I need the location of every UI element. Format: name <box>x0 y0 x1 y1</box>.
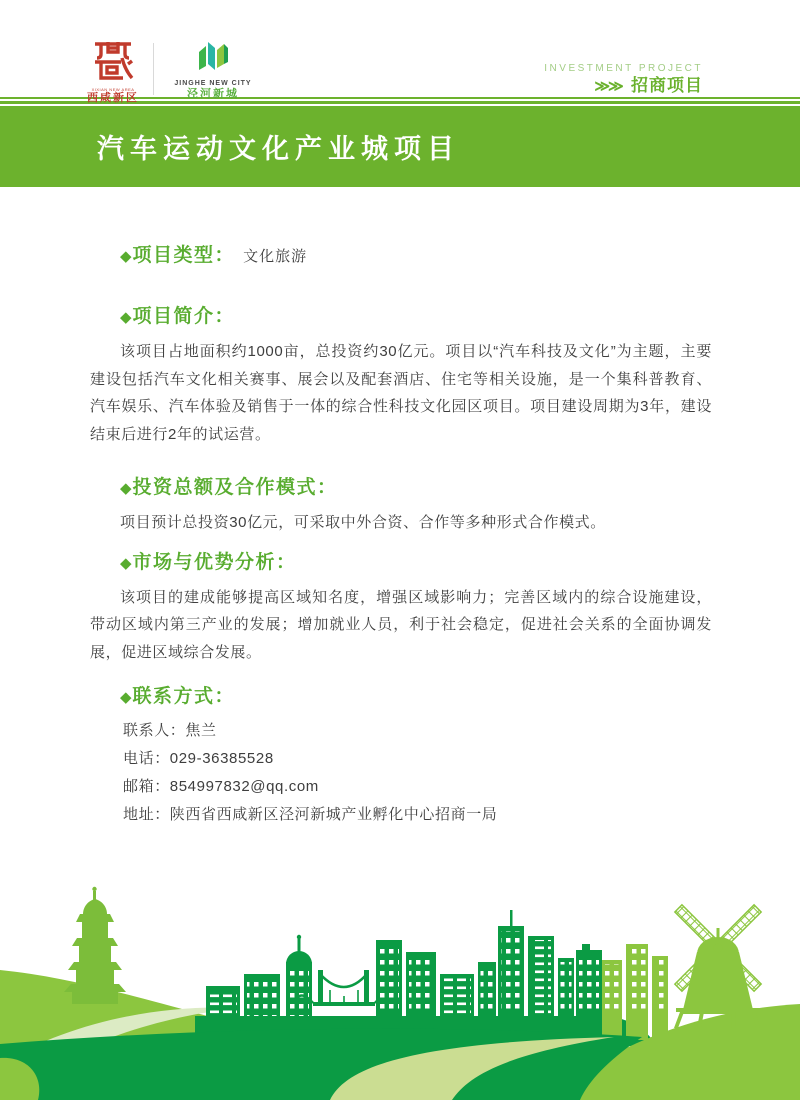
page-header <box>0 0 800 104</box>
investment-paragraph: 项目预计总投资30亿元，可采取中外合资、合作等多种形式合作模式。 <box>120 514 606 531</box>
contact-block <box>123 717 712 829</box>
pagoda-silhouette <box>64 887 126 1004</box>
section-contact <box>90 685 712 829</box>
section-project-intro <box>90 305 712 448</box>
jinghe-logo <box>167 40 259 101</box>
logo-group <box>86 40 259 105</box>
double-chevron-icon: ≫≫ <box>594 79 622 95</box>
title-banner <box>0 106 800 187</box>
windmill-silhouette <box>674 905 761 1028</box>
project-type-value: 文化旅游 <box>243 248 308 265</box>
tagline-en: INVESTMENT PROJECT <box>544 63 703 74</box>
section-title: 项目类型： <box>132 245 236 266</box>
contact-phone-line: 电话：029-36385528 <box>123 750 274 767</box>
diamond-bullet-icon: ◆ <box>120 554 132 572</box>
jinghe-buildings-icon <box>193 40 233 72</box>
footer-skyline-graphic <box>0 835 800 1100</box>
diamond-bullet-icon: ◆ <box>120 248 132 265</box>
logo-divider <box>153 43 154 95</box>
section-title: 联系方式： <box>132 686 236 707</box>
xixian-seal-icon <box>91 40 135 82</box>
section-title: 项目简介： <box>132 306 236 327</box>
tagline-cn <box>544 75 703 98</box>
diamond-bullet-icon: ◆ <box>120 309 132 326</box>
main-content <box>90 244 712 829</box>
diamond-bullet-icon: ◆ <box>120 480 132 497</box>
section-title: 市场与优势分析： <box>132 551 297 573</box>
dome-tower <box>286 935 312 1018</box>
tall-tower <box>498 910 524 1018</box>
section-title: 投资总额及合作模式： <box>132 477 338 498</box>
section-investment <box>90 476 712 537</box>
xixian-caption-en: XIXIAN NEW AREA <box>91 87 135 92</box>
investment-tagline <box>544 62 703 98</box>
jinghe-caption-cn: 泾河新城 <box>187 88 239 100</box>
contact-address-line: 地址：陕西省西咸新区泾河新城产业孵化中心招商一局 <box>123 806 498 823</box>
dark-grass-wave <box>0 1029 642 1100</box>
tagline-cn-text: 招商项目 <box>631 76 703 95</box>
section-project-type <box>90 244 712 269</box>
project-intro-paragraph: 该项目占地面积约1000亩，总投资约30亿元。项目以“汽车科技及文化”为主题，主要建设包括汽车文化相关赛事、展会以及配套酒店、住宅等相关设施，是一个集科普教育、汽车娱乐、汽车体验及销售于一体的综合性科技文化园区项目。项目建设周期为3年，建设结束后进行2年的试运营。 <box>90 343 712 443</box>
city-skyline-silhouette <box>195 910 656 1046</box>
market-analysis-paragraph: 该项目的建成能够提高区域知名度，增强区域影响力；完善区域内的综合设施建设，带动区域内第三产业的发展；增加就业人员，利于社会稳定，促进社会关系的全面协调发展，促进区域综合发展。 <box>90 588 712 661</box>
page-title: 汽车运动文化产业城项目 <box>97 134 460 164</box>
xixian-logo <box>86 40 140 105</box>
jinghe-caption-en: JINGHE NEW CITY <box>174 80 252 87</box>
contact-person-line: 联系人：焦兰 <box>123 722 217 739</box>
small-light-buildings <box>602 944 668 1040</box>
section-market-analysis <box>90 551 712 667</box>
diamond-bullet-icon: ◆ <box>120 689 132 706</box>
contact-email-line: 邮箱：854997832@qq.com <box>123 778 319 795</box>
xixian-caption-cn: 西咸新区 <box>87 92 139 104</box>
